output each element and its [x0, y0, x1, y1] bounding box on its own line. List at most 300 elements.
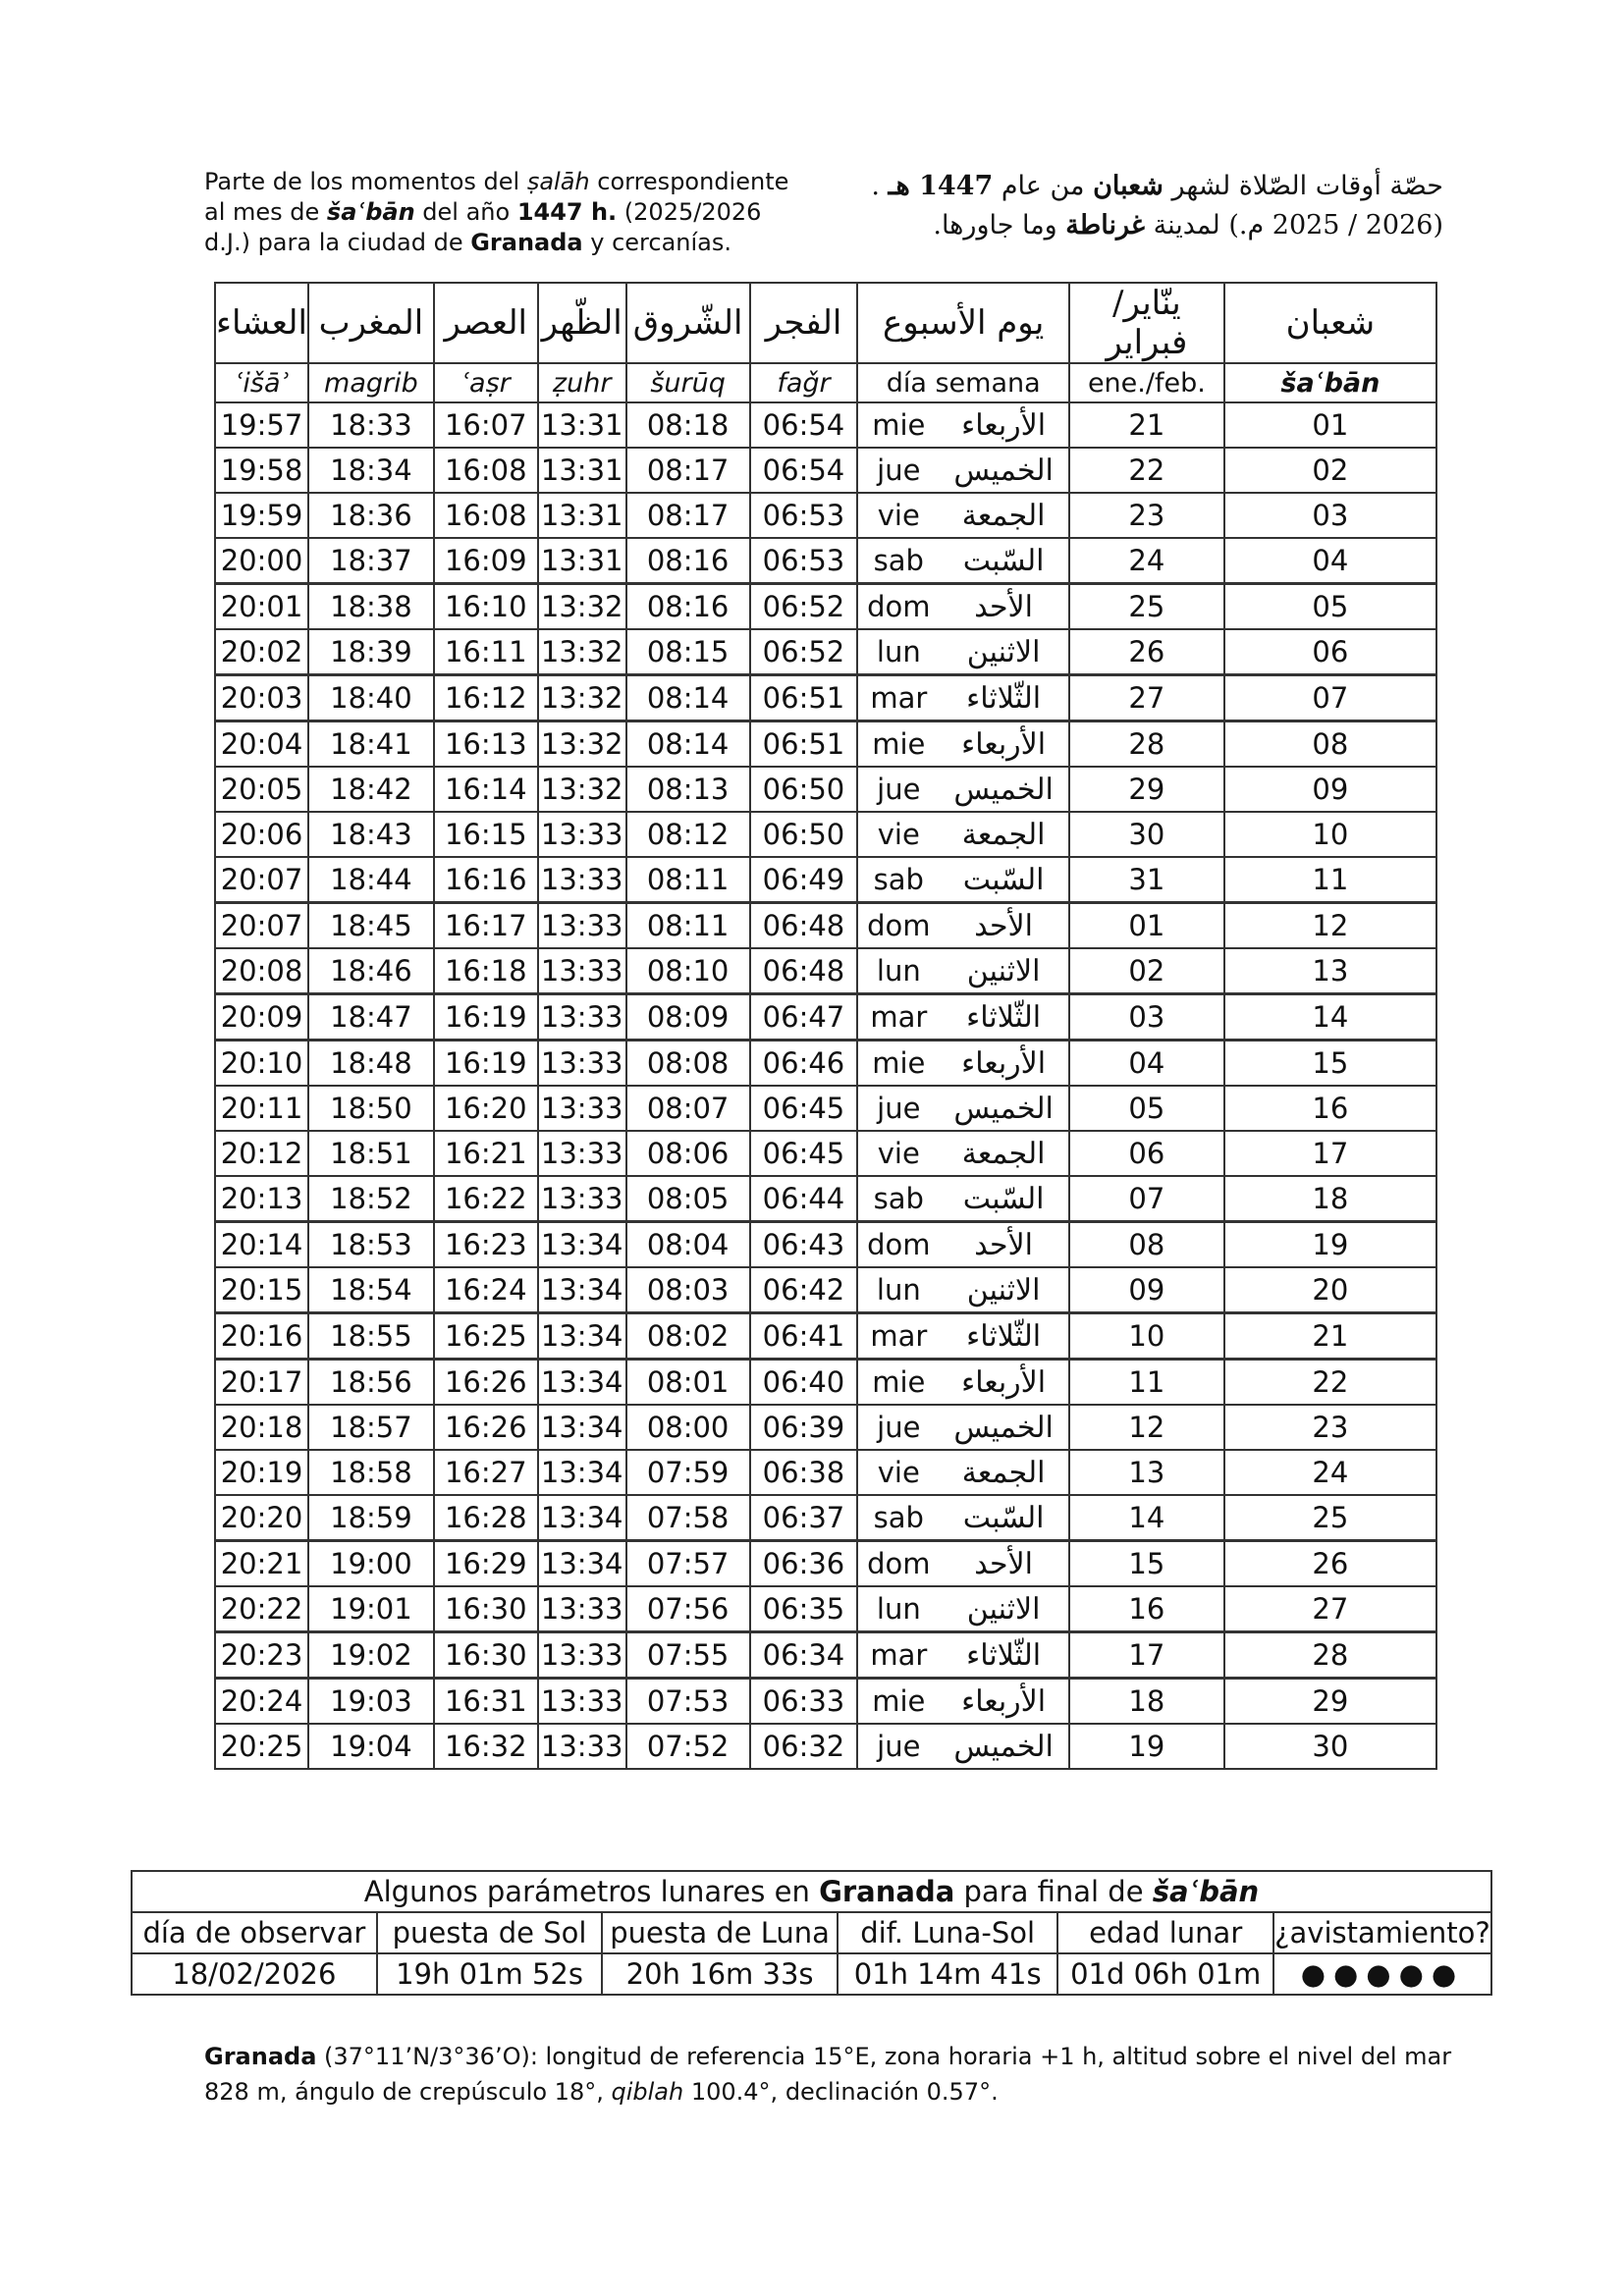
col-header-zuhr: الظّهر — [538, 283, 626, 363]
asr-cell: 16:27 — [434, 1450, 538, 1495]
fajr-cell: 06:54 — [750, 448, 858, 493]
isha-cell: 20:08 — [215, 948, 308, 994]
isha-cell: 20:22 — [215, 1586, 308, 1632]
magrib-cell: 18:46 — [308, 948, 434, 994]
zuhr-cell: 13:33 — [538, 857, 626, 903]
isha-cell: 20:07 — [215, 857, 308, 903]
isha-cell: 20:16 — [215, 1313, 308, 1360]
weekday-ar-cell: السّبت — [939, 1176, 1069, 1222]
weekday-ar-cell: الاثنين — [939, 1586, 1069, 1632]
weekday-ar-cell: الأحد — [939, 584, 1069, 630]
fajr-cell: 06:33 — [750, 1679, 858, 1725]
col-header-hijri: شعبان — [1224, 283, 1436, 363]
weekday-ar-cell: الثّلاثاء — [939, 675, 1069, 721]
greg-date-cell: 18 — [1069, 1679, 1224, 1725]
table-row — [215, 767, 1436, 812]
magrib-cell: 18:58 — [308, 1450, 434, 1495]
magrib-cell: 18:54 — [308, 1267, 434, 1313]
isha-cell: 20:20 — [215, 1495, 308, 1541]
table-row — [215, 1360, 1436, 1406]
shuruq-cell: 07:52 — [626, 1724, 750, 1769]
magrib-cell: 19:00 — [308, 1541, 434, 1587]
month-name: šaʿbān — [326, 198, 415, 226]
fajr-cell: 06:49 — [750, 857, 858, 903]
month-name-ar: شعبان — [1093, 171, 1164, 201]
shuruq-cell: 07:57 — [626, 1541, 750, 1587]
weekday-es-cell: jue — [857, 1086, 939, 1131]
weekday-ar-cell: الأربعاء — [939, 402, 1069, 448]
weekday-ar-cell: الجمعة — [939, 812, 1069, 857]
table-row — [215, 1041, 1436, 1087]
lunar-title — [132, 1871, 1491, 1912]
greg-date-cell: 28 — [1069, 721, 1224, 768]
greg-date-cell: 07 — [1069, 1176, 1224, 1222]
magrib-cell: 18:34 — [308, 448, 434, 493]
lunar-value-diff: 01h 14m 41s — [838, 1953, 1058, 1995]
asr-cell: 16:28 — [434, 1495, 538, 1541]
greg-date-cell: 17 — [1069, 1632, 1224, 1679]
asr-cell: 16:22 — [434, 1176, 538, 1222]
table-row — [215, 857, 1436, 903]
magrib-cell: 18:59 — [308, 1495, 434, 1541]
weekday-ar-cell: الثّلاثاء — [939, 1632, 1069, 1679]
intro-ar-text: . ( — [871, 171, 1443, 240]
fajr-cell: 06:43 — [750, 1222, 858, 1268]
shuruq-cell: 08:09 — [626, 994, 750, 1041]
hijri-date-cell: 26 — [1224, 1541, 1436, 1587]
weekday-es-cell: sab — [857, 1495, 939, 1541]
lunar-header-sighting: ¿avistamiento? — [1273, 1912, 1491, 1953]
fajr-cell: 06:53 — [750, 538, 858, 584]
magrib-cell: 18:43 — [308, 812, 434, 857]
shuruq-cell: 08:07 — [626, 1086, 750, 1131]
zuhr-cell: 13:31 — [538, 402, 626, 448]
magrib-cell: 18:56 — [308, 1360, 434, 1406]
zuhr-cell: 13:34 — [538, 1313, 626, 1360]
table-row — [215, 1450, 1436, 1495]
hijri-date-cell: 14 — [1224, 994, 1436, 1041]
hijri-date-cell: 08 — [1224, 721, 1436, 768]
city-name: Granada — [470, 229, 583, 256]
greg-date-cell: 27 — [1069, 675, 1224, 721]
col-translit-magrib: magrib — [308, 363, 434, 402]
isha-cell: 20:19 — [215, 1450, 308, 1495]
intro-text: Parte de los momentos del — [204, 168, 527, 195]
weekday-ar-cell: الخميس — [939, 1405, 1069, 1450]
col-header-weekday: يوم الأسبوع — [857, 283, 1069, 363]
hijri-date-cell: 16 — [1224, 1086, 1436, 1131]
lunar-value-sunset: 19h 01m 52s — [377, 1953, 603, 1995]
hijri-date-cell: 21 — [1224, 1313, 1436, 1360]
intro-text: y cercanías. — [582, 229, 731, 256]
zuhr-cell: 13:33 — [538, 1131, 626, 1176]
hijri-date-cell: 28 — [1224, 1632, 1436, 1679]
greg-date-cell: 22 — [1069, 448, 1224, 493]
greg-date-cell: 16 — [1069, 1586, 1224, 1632]
hijri-date-cell: 24 — [1224, 1450, 1436, 1495]
weekday-ar-cell: الأحد — [939, 1222, 1069, 1268]
isha-cell: 20:21 — [215, 1541, 308, 1587]
fajr-cell: 06:36 — [750, 1541, 858, 1587]
fajr-cell: 06:45 — [750, 1131, 858, 1176]
hijri-date-cell: 13 — [1224, 948, 1436, 994]
footer-note — [204, 2039, 1471, 2109]
hijri-year-ar: 1447 هـ — [888, 171, 994, 201]
zuhr-cell: 13:33 — [538, 994, 626, 1041]
weekday-es-cell: lun — [857, 1267, 939, 1313]
zuhr-cell: 13:33 — [538, 903, 626, 949]
zuhr-cell: 13:34 — [538, 1495, 626, 1541]
intro-text: correspondiente al mes de — [204, 168, 789, 226]
hijri-date-cell: 07 — [1224, 675, 1436, 721]
asr-cell: 16:14 — [434, 767, 538, 812]
weekday-ar-cell: الجمعة — [939, 1450, 1069, 1495]
isha-cell: 20:02 — [215, 629, 308, 675]
asr-cell: 16:19 — [434, 994, 538, 1041]
weekday-ar-cell: الثّلاثاء — [939, 1313, 1069, 1360]
fajr-cell: 06:41 — [750, 1313, 858, 1360]
fajr-cell: 06:39 — [750, 1405, 858, 1450]
col-header-shuruq: الشّروق — [626, 283, 750, 363]
weekday-ar-cell: السّبت — [939, 538, 1069, 584]
greg-date-cell: 11 — [1069, 1360, 1224, 1406]
shuruq-cell: 08:02 — [626, 1313, 750, 1360]
weekday-ar-cell: الجمعة — [939, 493, 1069, 538]
intro-text: del año — [414, 198, 517, 226]
hijri-date-cell: 11 — [1224, 857, 1436, 903]
zuhr-cell: 13:33 — [538, 1176, 626, 1222]
hijri-date-cell: 12 — [1224, 903, 1436, 949]
asr-cell: 16:10 — [434, 584, 538, 630]
isha-cell: 20:10 — [215, 1041, 308, 1087]
table-row — [215, 584, 1436, 630]
weekday-es-cell: sab — [857, 538, 939, 584]
magrib-cell: 18:36 — [308, 493, 434, 538]
intro-ar-text: وما جاورها. — [933, 210, 1066, 240]
table-row — [215, 1176, 1436, 1222]
table-row — [215, 812, 1436, 857]
weekday-es-cell: mar — [857, 1632, 939, 1679]
isha-cell: 20:05 — [215, 767, 308, 812]
greg-date-cell: 04 — [1069, 1041, 1224, 1087]
asr-cell: 16:17 — [434, 903, 538, 949]
isha-cell: 20:00 — [215, 538, 308, 584]
greg-date-cell: 14 — [1069, 1495, 1224, 1541]
table-row — [215, 1405, 1436, 1450]
lunar-value-row — [132, 1953, 1491, 1995]
weekday-es-cell: jue — [857, 1405, 939, 1450]
greg-date-cell: 05 — [1069, 1086, 1224, 1131]
isha-cell: 20:09 — [215, 994, 308, 1041]
table-row — [215, 1313, 1436, 1360]
shuruq-cell: 08:00 — [626, 1405, 750, 1450]
asr-cell: 16:09 — [434, 538, 538, 584]
magrib-cell: 18:51 — [308, 1131, 434, 1176]
greg-date-cell: 09 — [1069, 1267, 1224, 1313]
asr-cell: 16:15 — [434, 812, 538, 857]
table-row — [215, 1086, 1436, 1131]
city-name-ar: غرناطة — [1065, 210, 1146, 240]
isha-cell: 20:11 — [215, 1086, 308, 1131]
shuruq-cell: 08:08 — [626, 1041, 750, 1087]
table-row — [215, 903, 1436, 949]
table-row — [215, 1495, 1436, 1541]
isha-cell: 20:15 — [215, 1267, 308, 1313]
shuruq-cell: 08:16 — [626, 538, 750, 584]
fajr-cell: 06:53 — [750, 493, 858, 538]
fajr-cell: 06:40 — [750, 1360, 858, 1406]
weekday-ar-cell: الاثنين — [939, 629, 1069, 675]
intro-ar-text: من عام — [993, 171, 1094, 201]
isha-cell: 20:23 — [215, 1632, 308, 1679]
weekday-es-cell: dom — [857, 1222, 939, 1268]
weekday-ar-cell: الأربعاء — [939, 721, 1069, 768]
lunar-value-observe-day: 18/02/2026 — [132, 1953, 377, 1995]
table-row — [215, 1267, 1436, 1313]
weekday-ar-cell: الاثنين — [939, 1267, 1069, 1313]
weekday-es-cell: lun — [857, 629, 939, 675]
col-header-isha: العشاء — [215, 283, 308, 363]
greg-date-cell: 13 — [1069, 1450, 1224, 1495]
col-translit-greg: ene./feb. — [1069, 363, 1224, 402]
fajr-cell: 06:50 — [750, 767, 858, 812]
weekday-ar-cell: الاثنين — [939, 948, 1069, 994]
footer-text: 100.4°, declinación 0.57°. — [683, 2078, 999, 2106]
weekday-ar-cell: الثّلاثاء — [939, 994, 1069, 1041]
greg-date-cell: 02 — [1069, 948, 1224, 994]
shuruq-cell: 08:17 — [626, 493, 750, 538]
asr-cell: 16:18 — [434, 948, 538, 994]
shuruq-cell: 08:03 — [626, 1267, 750, 1313]
weekday-ar-cell: السّبت — [939, 1495, 1069, 1541]
isha-cell: 19:57 — [215, 402, 308, 448]
intro-spanish — [204, 167, 793, 258]
magrib-cell: 18:53 — [308, 1222, 434, 1268]
asr-cell: 16:11 — [434, 629, 538, 675]
asr-cell: 16:08 — [434, 448, 538, 493]
isha-cell: 20:03 — [215, 675, 308, 721]
salah-term: ṣalāh — [526, 168, 590, 195]
weekday-es-cell: mie — [857, 1679, 939, 1725]
zuhr-cell: 13:31 — [538, 493, 626, 538]
zuhr-cell: 13:33 — [538, 812, 626, 857]
lunar-header-sunset: puesta de Sol — [377, 1912, 603, 1953]
asr-cell: 16:32 — [434, 1724, 538, 1769]
fajr-cell: 06:52 — [750, 629, 858, 675]
table-row — [215, 1222, 1436, 1268]
fajr-cell: 06:48 — [750, 903, 858, 949]
zuhr-cell: 13:34 — [538, 1360, 626, 1406]
weekday-ar-cell: الأحد — [939, 903, 1069, 949]
lunar-title-city: Granada — [819, 1875, 955, 1908]
hijri-date-cell: 15 — [1224, 1041, 1436, 1087]
fajr-cell: 06:32 — [750, 1724, 858, 1769]
isha-cell: 19:58 — [215, 448, 308, 493]
weekday-es-cell: vie — [857, 1450, 939, 1495]
lunar-title-text: para final de — [954, 1875, 1153, 1908]
weekday-es-cell: mie — [857, 721, 939, 768]
zuhr-cell: 13:33 — [538, 1041, 626, 1087]
fajr-cell: 06:52 — [750, 584, 858, 630]
table-row — [215, 675, 1436, 721]
shuruq-cell: 08:15 — [626, 629, 750, 675]
weekday-es-cell: vie — [857, 812, 939, 857]
hijri-date-cell: 27 — [1224, 1586, 1436, 1632]
weekday-ar-cell: الأربعاء — [939, 1360, 1069, 1406]
weekday-ar-cell: السّبت — [939, 857, 1069, 903]
asr-cell: 16:24 — [434, 1267, 538, 1313]
lunar-header-age: edad lunar — [1057, 1912, 1273, 1953]
zuhr-cell: 13:34 — [538, 1541, 626, 1587]
prayer-times-table — [214, 282, 1437, 1770]
magrib-cell: 18:41 — [308, 721, 434, 768]
fajr-cell: 06:42 — [750, 1267, 858, 1313]
fajr-cell: 06:35 — [750, 1586, 858, 1632]
hijri-date-cell: 19 — [1224, 1222, 1436, 1268]
magrib-cell: 19:03 — [308, 1679, 434, 1725]
hijri-date-cell: 05 — [1224, 584, 1436, 630]
magrib-cell: 18:44 — [308, 857, 434, 903]
lunar-header-moonset: puesta de Luna — [602, 1912, 838, 1953]
magrib-cell: 18:45 — [308, 903, 434, 949]
magrib-cell: 18:38 — [308, 584, 434, 630]
lunar-header-observe-day: día de observar — [132, 1912, 377, 1953]
hijri-year: 1447 h. — [516, 198, 618, 226]
footer-text: (37°11’N/3°36’O): longitud de referencia 15°E, zona horaria +1 h, altitud sobre el nivel del mar 828 m, ángulo de crepúsculo 18°, — [204, 2043, 1452, 2106]
col-header-greg: ينّاير/ فبراير — [1069, 283, 1224, 363]
shuruq-cell: 08:06 — [626, 1131, 750, 1176]
greg-date-cell: 12 — [1069, 1405, 1224, 1450]
asr-cell: 16:25 — [434, 1313, 538, 1360]
zuhr-cell: 13:33 — [538, 948, 626, 994]
table-row — [215, 1586, 1436, 1632]
lunar-header-diff: dif. Luna-Sol — [838, 1912, 1058, 1953]
shuruq-cell: 08:13 — [626, 767, 750, 812]
table-row — [215, 538, 1436, 584]
table-row — [215, 1679, 1436, 1725]
zuhr-cell: 13:33 — [538, 1086, 626, 1131]
shuruq-cell: 08:17 — [626, 448, 750, 493]
lunar-header-row — [132, 1912, 1491, 1953]
greg-date-cell: 15 — [1069, 1541, 1224, 1587]
col-header-fajr: الفجر — [750, 283, 858, 363]
magrib-cell: 18:52 — [308, 1176, 434, 1222]
magrib-cell: 18:37 — [308, 538, 434, 584]
fajr-cell: 06:51 — [750, 721, 858, 768]
table-row — [215, 1131, 1436, 1176]
shuruq-cell: 07:55 — [626, 1632, 750, 1679]
asr-cell: 16:30 — [434, 1586, 538, 1632]
table-row — [215, 994, 1436, 1041]
greg-date-cell: 25 — [1069, 584, 1224, 630]
hijri-date-cell: 25 — [1224, 1495, 1436, 1541]
isha-cell: 20:06 — [215, 812, 308, 857]
shuruq-cell: 07:59 — [626, 1450, 750, 1495]
weekday-es-cell: sab — [857, 1176, 939, 1222]
fajr-cell: 06:47 — [750, 994, 858, 1041]
footer-qiblah: qiblah — [611, 2078, 684, 2106]
hijri-date-cell: 23 — [1224, 1405, 1436, 1450]
isha-cell: 19:59 — [215, 493, 308, 538]
greg-date-cell: 31 — [1069, 857, 1224, 903]
weekday-es-cell: jue — [857, 1724, 939, 1769]
fajr-cell: 06:44 — [750, 1176, 858, 1222]
weekday-es-cell: mar — [857, 1313, 939, 1360]
intro-text: (2025/2026 d.J.) para la ciudad de — [204, 198, 762, 256]
hijri-date-cell: 02 — [1224, 448, 1436, 493]
zuhr-cell: 13:33 — [538, 1586, 626, 1632]
shuruq-cell: 08:10 — [626, 948, 750, 994]
table-row — [215, 721, 1436, 768]
magrib-cell: 18:33 — [308, 402, 434, 448]
zuhr-cell: 13:33 — [538, 1632, 626, 1679]
zuhr-cell: 13:32 — [538, 584, 626, 630]
hijri-date-cell: 30 — [1224, 1724, 1436, 1769]
table-row — [215, 1724, 1436, 1769]
weekday-es-cell: jue — [857, 767, 939, 812]
hijri-date-cell: 03 — [1224, 493, 1436, 538]
shuruq-cell: 07:56 — [626, 1586, 750, 1632]
lunar-parameters-table — [131, 1870, 1492, 1996]
asr-cell: 16:07 — [434, 402, 538, 448]
col-header-asr: العصر — [434, 283, 538, 363]
hijri-date-cell: 01 — [1224, 402, 1436, 448]
weekday-es-cell: lun — [857, 948, 939, 994]
greg-date-cell: 24 — [1069, 538, 1224, 584]
intro-ar-text: حصّة أوقات الصّلاة لشهر — [1163, 171, 1443, 201]
asr-cell: 16:29 — [434, 1541, 538, 1587]
zuhr-cell: 13:31 — [538, 448, 626, 493]
magrib-cell: 18:50 — [308, 1086, 434, 1131]
arabic-header-row — [215, 283, 1436, 363]
greg-date-cell: 30 — [1069, 812, 1224, 857]
shuruq-cell: 07:53 — [626, 1679, 750, 1725]
fajr-cell: 06:54 — [750, 402, 858, 448]
col-header-magrib: المغرب — [308, 283, 434, 363]
zuhr-cell: 13:34 — [538, 1267, 626, 1313]
greg-date-cell: 19 — [1069, 1724, 1224, 1769]
hijri-date-cell: 20 — [1224, 1267, 1436, 1313]
greg-date-cell: 06 — [1069, 1131, 1224, 1176]
table-row — [215, 402, 1436, 448]
magrib-cell: 18:39 — [308, 629, 434, 675]
weekday-es-cell: mar — [857, 994, 939, 1041]
table-row — [215, 1541, 1436, 1587]
fajr-cell: 06:38 — [750, 1450, 858, 1495]
zuhr-cell: 13:34 — [538, 1222, 626, 1268]
greg-years: 2025 / 2026 — [1272, 210, 1434, 240]
weekday-es-cell: dom — [857, 1541, 939, 1587]
isha-cell: 20:18 — [215, 1405, 308, 1450]
zuhr-cell: 13:33 — [538, 1724, 626, 1769]
weekday-es-cell: mar — [857, 675, 939, 721]
zuhr-cell: 13:32 — [538, 767, 626, 812]
col-translit-shuruq: šurūq — [626, 363, 750, 402]
shuruq-cell: 08:14 — [626, 675, 750, 721]
isha-cell: 20:04 — [215, 721, 308, 768]
weekday-ar-cell: الخميس — [939, 1086, 1069, 1131]
weekday-ar-cell: الأربعاء — [939, 1679, 1069, 1725]
greg-date-cell: 01 — [1069, 903, 1224, 949]
lunar-title-row — [132, 1871, 1491, 1912]
weekday-es-cell: mie — [857, 1041, 939, 1087]
zuhr-cell: 13:34 — [538, 1405, 626, 1450]
weekday-es-cell: jue — [857, 448, 939, 493]
isha-cell: 20:12 — [215, 1131, 308, 1176]
table-row — [215, 493, 1436, 538]
footer-city: Granada — [204, 2043, 317, 2070]
asr-cell: 16:08 — [434, 493, 538, 538]
